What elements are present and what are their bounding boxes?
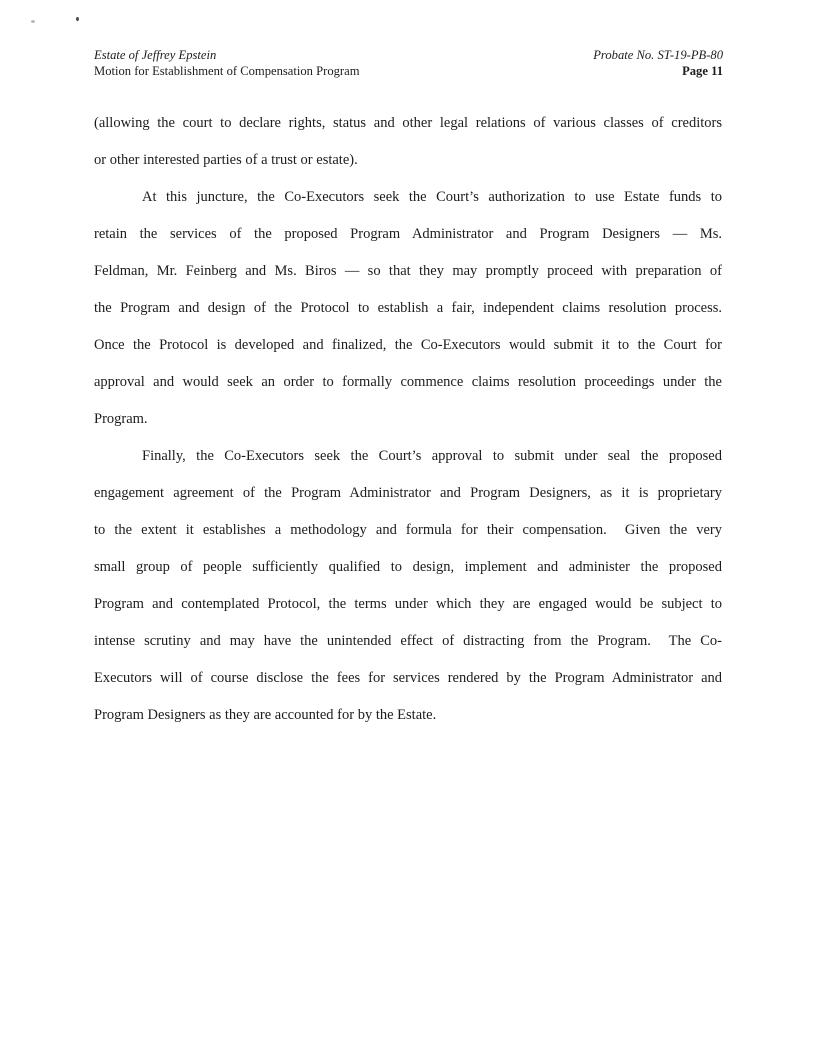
text-line: approval and would seek an order to formally commence claims resolution proceedings under the — [94, 374, 722, 390]
text-line: engagement agreement of the Program Administrator and Program Designers, as it is proprietary — [94, 485, 722, 501]
text-line: intense scrutiny and may have the unintended effect of distracting from the Program. The Co- — [94, 633, 722, 649]
document-body — [94, 105, 722, 734]
text-line: Program and contemplated Protocol, the terms under which they are engaged would be subject to — [94, 596, 722, 612]
text-line: At this juncture, the Co-Executors seek the Court’s authorization to use Estate funds to — [142, 189, 722, 205]
text-line: Executors will of course disclose the fees for services rendered by the Program Administrator and — [94, 670, 722, 686]
text-line: to the extent it establishes a methodology and formula for their compensation. Given the very — [94, 522, 722, 538]
text-line: Feldman, Mr. Feinberg and Ms. Biros — so that they may promptly proceed with preparation of — [94, 263, 722, 279]
header-left-block — [94, 48, 360, 79]
text-line: small group of people sufficiently qualified to design, implement and administer the proposed — [94, 559, 722, 575]
case-title: Estate of Jeffrey Epstein — [94, 48, 217, 62]
document-title: Motion for Establishment of Compensation Program — [94, 63, 360, 78]
text-line: the Program and design of the Protocol to establish a fair, independent claims resolution process. — [94, 300, 722, 316]
text-line: (allowing the court to declare rights, status and other legal relations of various classes of creditors — [94, 115, 722, 131]
scan-speck-dark — [76, 17, 79, 21]
page-number: Page 11 — [682, 63, 723, 78]
text-line: retain the services of the proposed Program Administrator and Program Designers — Ms. — [94, 226, 722, 242]
text-line: Finally, the Co-Executors seek the Court’s approval to submit under seal the proposed — [142, 448, 722, 464]
text-line: Once the Protocol is developed and finalized, the Co-Executors would submit it to the Court for — [94, 337, 722, 353]
text-line: or other interested parties of a trust or estate). — [94, 152, 358, 168]
header-right-block — [593, 48, 723, 79]
text-line: Program Designers as they are accounted for by the Estate. — [94, 707, 437, 723]
probate-number: Probate No. ST-19-PB-80 — [593, 48, 723, 62]
scan-speck-light — [31, 20, 35, 23]
text-line: Program. — [94, 411, 148, 427]
document-header — [94, 48, 723, 79]
